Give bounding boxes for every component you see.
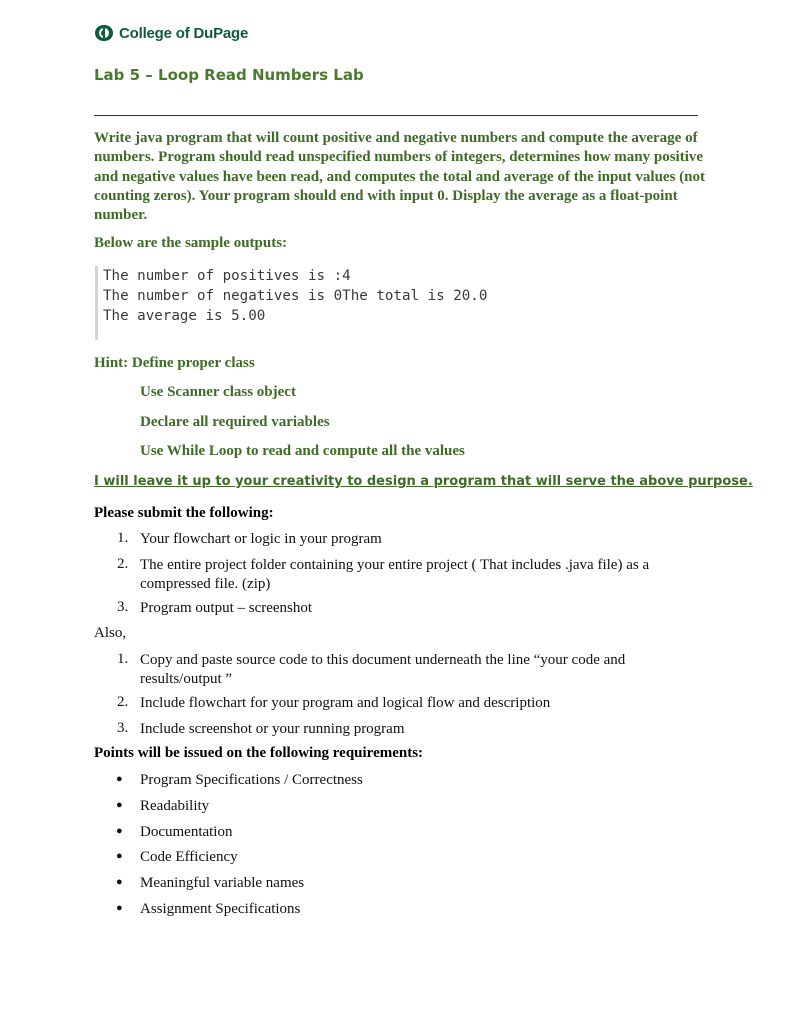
bullet-icon: ●: [116, 850, 123, 862]
logo-text: College of DuPage: [119, 24, 249, 42]
submit-heading: Please submit the following:: [94, 505, 274, 521]
bullet-icon: ●: [116, 825, 123, 837]
list-number: 3.: [117, 599, 129, 615]
sample-output-line: The number of negatives is 0The total is 20.0: [103, 288, 488, 304]
also-item: Include flowchart for your program and logical flow and description: [140, 695, 551, 711]
submit-item: Program output – screenshot: [140, 600, 313, 616]
submit-item: The entire project folder containing your entire project ( That includes .java file) as a compressed file. (zip): [140, 557, 650, 592]
also-item: Copy and paste source code to this document underneath the line “your code and results/output ”: [140, 652, 626, 687]
list-number: 1.: [117, 651, 129, 667]
sample-output-line: The number of positives is :4: [103, 268, 351, 284]
hint-item: Use Scanner class object: [140, 384, 296, 400]
also-item: Include screenshot or your running program: [140, 721, 405, 737]
hint-item: Use While Loop to read and compute all the values: [140, 443, 465, 459]
list-number: 1.: [117, 530, 129, 546]
bullet-icon: ●: [116, 799, 123, 811]
intro-paragraph: Write java program that will count positive and negative numbers and compute the average of numbers. Program should read unspecified numbers of integers, determines how many positive and negative values have been read, and computes the total and average of the input values (not counting zeros). Your program should end with input 0. Display the average as a float-point number.: [94, 130, 705, 224]
requirement-item: Code Efficiency: [140, 849, 238, 865]
requirement-item: Assignment Specifications: [140, 901, 301, 917]
bullet-icon: ●: [116, 876, 123, 888]
page-title: Lab 5 – Loop Read Numbers Lab: [94, 66, 364, 84]
bullet-icon: ●: [116, 902, 123, 914]
sample-output-box: [95, 266, 528, 340]
bullet-icon: ●: [116, 773, 123, 785]
submit-item: Your flowchart or logic in your program: [140, 531, 382, 547]
college-logo: [94, 22, 248, 44]
requirement-item: Program Specifications / Correctness: [140, 772, 363, 788]
hint-heading: Hint: Define proper class: [94, 355, 255, 371]
title-divider: [94, 115, 698, 116]
points-heading: Points will be issued on the following requirements:: [94, 745, 424, 761]
also-label: Also,: [94, 625, 127, 641]
list-number: 3.: [117, 720, 129, 736]
hint-item: Declare all required variables: [140, 414, 330, 430]
sample-output-label: Below are the sample outputs:: [94, 235, 288, 251]
cod-leaf-logo-icon: [94, 24, 114, 42]
requirement-item: Readability: [140, 798, 210, 814]
creativity-note: I will leave it up to your creativity to design a program that will serve the above purpose.: [94, 474, 753, 489]
sample-output-line: The average is 5.00: [103, 308, 266, 324]
list-number: 2.: [117, 694, 129, 710]
list-number: 2.: [117, 556, 129, 572]
requirement-item: Documentation: [140, 824, 233, 840]
requirement-item: Meaningful variable names: [140, 875, 305, 891]
